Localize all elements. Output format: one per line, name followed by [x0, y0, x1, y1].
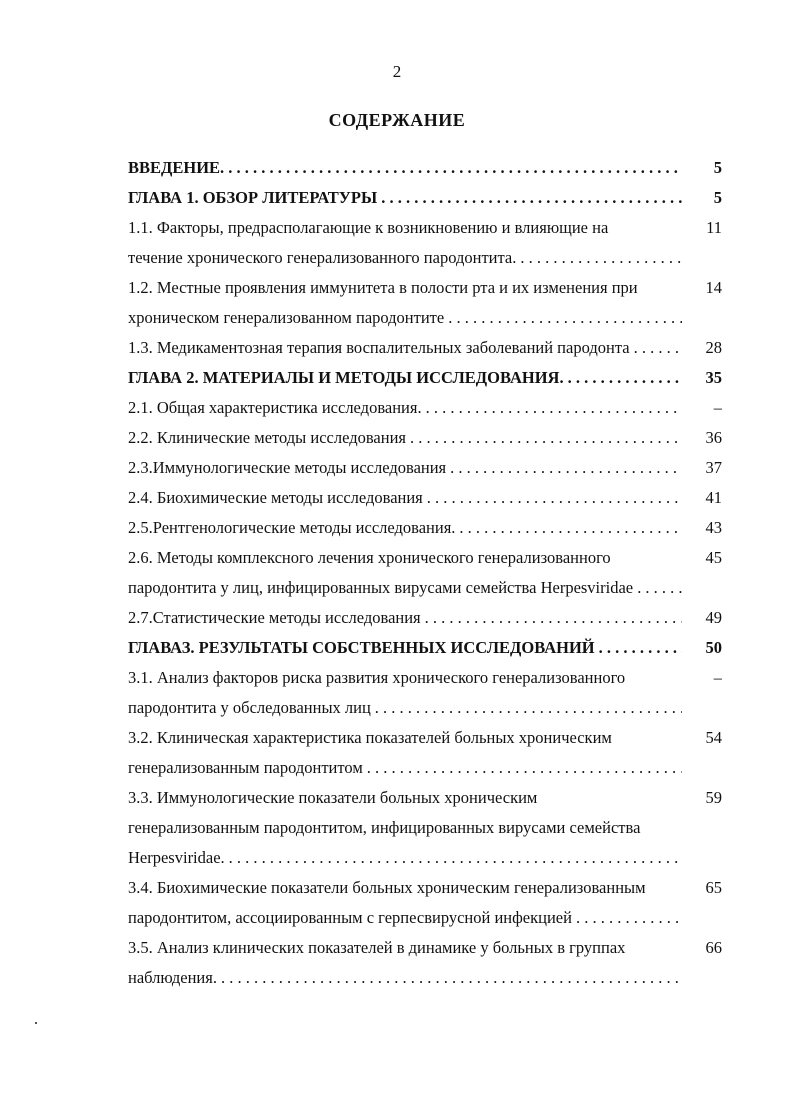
leader-dots: [595, 633, 682, 663]
toc-line: [128, 693, 722, 723]
toc-line: [128, 633, 722, 663]
toc-page-number: 54: [705, 728, 722, 747]
toc-line: [128, 723, 722, 753]
toc-entry: [128, 933, 722, 993]
leader-dots: [363, 753, 682, 783]
toc-entry-text: 1.3. Медикаментозная терапия воспалительных заболеваний пародонта: [128, 338, 630, 357]
leader-dots: [225, 843, 682, 873]
toc-line: [128, 783, 722, 813]
leader-dots: [371, 693, 682, 723]
toc-entry: [128, 513, 722, 543]
toc-entry: [128, 603, 722, 633]
toc-entry-text: 2.3.Иммунологические методы исследования: [128, 458, 447, 477]
toc-entry-text: 3.3. Иммунологические показатели больных хроническим: [128, 788, 538, 807]
toc-entry: [128, 333, 722, 363]
toc-page-number: 59: [705, 788, 722, 807]
leader-dots: [641, 573, 682, 603]
leader-dots: [421, 603, 682, 633]
toc-entry: [128, 873, 722, 933]
toc-line: [128, 873, 722, 903]
toc-entry-text: 2.2. Клинические методы исследования: [128, 428, 407, 447]
toc-line: [128, 903, 722, 933]
toc-line: [128, 483, 722, 513]
toc-entry-text: генерализованным пародонтитом: [128, 758, 363, 777]
toc-entry: [128, 483, 722, 513]
toc-entry-text: пародонтитом, ассоциированным с герпесвирусной инфекцией: [128, 908, 572, 927]
toc-page-number: 36: [705, 428, 722, 447]
toc-line: [128, 153, 722, 183]
toc-page-number: 65: [705, 878, 722, 897]
toc-page-number: 41: [705, 488, 722, 507]
leader-dots: [217, 963, 682, 993]
toc-line: [128, 393, 722, 423]
toc-entry-text: 3.4. Биохимические показатели больных хроническим генерализованным: [128, 878, 646, 897]
toc-line: [128, 603, 722, 633]
toc-entry-text: генерализованным пародонтитом, инфицированных вирусами семейства: [128, 818, 641, 837]
toc-page-number: 5: [713, 158, 722, 177]
leader-dots: [446, 453, 682, 483]
toc-page-number: 66: [705, 938, 722, 957]
toc-line: [128, 843, 722, 873]
toc-line: [128, 813, 722, 843]
leader-dots: [377, 183, 682, 213]
toc-entry: [128, 273, 722, 333]
toc-entry-text: Herpesviridae.: [128, 848, 225, 867]
toc-entry-text: течение хронического генерализованного пародонтита.: [128, 248, 517, 267]
leader-dots: [455, 513, 682, 543]
toc-entry: [128, 633, 722, 663]
toc-entry: [128, 153, 722, 183]
toc-page-number: 49: [705, 608, 722, 627]
toc-line: [128, 543, 722, 573]
toc-line: [128, 663, 722, 693]
toc-entry-text: 2.6. Методы комплексного лечения хронического генерализованного: [128, 548, 611, 567]
toc-entry: [128, 453, 722, 483]
toc-line: [128, 963, 722, 993]
toc-entry-text: 2.5.Рентгенологические методы исследования.: [128, 518, 456, 537]
toc-entry-text: 1.1. Факторы, предрасполагающие к возникновению и влияющие на: [128, 218, 609, 237]
leader-dots: [630, 333, 682, 363]
toc-entry-text: ГЛАВА 2. МАТЕРИАЛЫ И МЕТОДЫ ИССЛЕДОВАНИЯ.: [128, 368, 564, 387]
toc-entry-text: ВВЕДЕНИЕ.: [128, 158, 225, 177]
page-title: СОДЕРЖАНИЕ: [328, 110, 466, 130]
toc-entry-text: 3.2. Клиническая характеристика показателей больных хроническим: [128, 728, 612, 747]
toc-line: [128, 243, 722, 273]
leader-dots: [564, 363, 682, 393]
table-of-contents: [128, 153, 722, 993]
toc-line: [128, 363, 722, 393]
toc-line: [128, 423, 722, 453]
toc-entry-text: 3.1. Анализ факторов риска развития хронического генерализованного: [128, 668, 626, 687]
toc-entry-text: 3.5. Анализ клинических показателей в динамике у больных в группах: [128, 938, 626, 957]
toc-entry: [128, 363, 722, 393]
toc-line: [128, 573, 722, 603]
toc-line: [128, 453, 722, 483]
toc-entry: [128, 393, 722, 423]
page-number: 2: [392, 62, 402, 81]
toc-entry: [128, 723, 722, 783]
toc-entry: [128, 663, 722, 723]
toc-line: [128, 333, 722, 363]
toc-entry-text: хроническом генерализованном пародонтите: [128, 308, 445, 327]
toc-line: [128, 183, 722, 213]
toc-line: [128, 933, 722, 963]
toc-entry-text: 2.1. Общая характеристика исследования.: [128, 398, 422, 417]
toc-page-number: 35: [705, 368, 722, 387]
leader-dots: [572, 903, 682, 933]
toc-entry-text: 1.2. Местные проявления иммунитета в полости рта и их изменения при: [128, 278, 638, 297]
toc-entry-text: пародонтита у лиц, инфицированных вирусами семейства Herpesviridae .: [128, 578, 642, 597]
toc-entry-text: ГЛАВАЗ. РЕЗУЛЬТАТЫ СОБСТВЕННЫХ ИССЛЕДОВАНИЙ: [128, 638, 595, 657]
toc-line: [128, 303, 722, 333]
toc-page-number: 50: [705, 638, 722, 657]
leader-dots: [224, 153, 682, 183]
toc-line: [128, 513, 722, 543]
toc-page-number: 5: [713, 188, 722, 207]
toc-entry: [128, 423, 722, 453]
toc-entry-text: 2.4. Биохимические методы исследования: [128, 488, 423, 507]
toc-entry-text: наблюдения.: [128, 968, 217, 987]
toc-page-number: 45: [705, 548, 722, 567]
toc-entry-text: ГЛАВА 1. ОБЗОР ЛИТЕРАТУРЫ: [128, 188, 378, 207]
toc-entry: [128, 783, 722, 873]
scan-speck: [35, 1022, 37, 1024]
toc-page-number: 43: [705, 518, 722, 537]
toc-line: [128, 213, 722, 243]
toc-entry: [128, 543, 722, 603]
toc-page-number: –: [713, 398, 722, 417]
toc-line: [128, 753, 722, 783]
toc-page-number: –: [713, 668, 722, 687]
toc-entry: [128, 183, 722, 213]
toc-page-number: 37: [705, 458, 722, 477]
toc-entry-text: 2.7.Статистические методы исследования: [128, 608, 421, 627]
toc-page-number: 14: [705, 278, 722, 297]
leader-dots: [423, 483, 682, 513]
toc-page-number: 11: [706, 218, 722, 237]
leader-dots: [516, 243, 682, 273]
leader-dots: [406, 423, 682, 453]
toc-entry-text: пародонтита у обследованных лиц: [128, 698, 371, 717]
leader-dots: [444, 303, 682, 333]
toc-line: [128, 273, 722, 303]
leader-dots: [422, 393, 682, 423]
toc-entry: [128, 213, 722, 273]
toc-page-number: 28: [705, 338, 722, 357]
